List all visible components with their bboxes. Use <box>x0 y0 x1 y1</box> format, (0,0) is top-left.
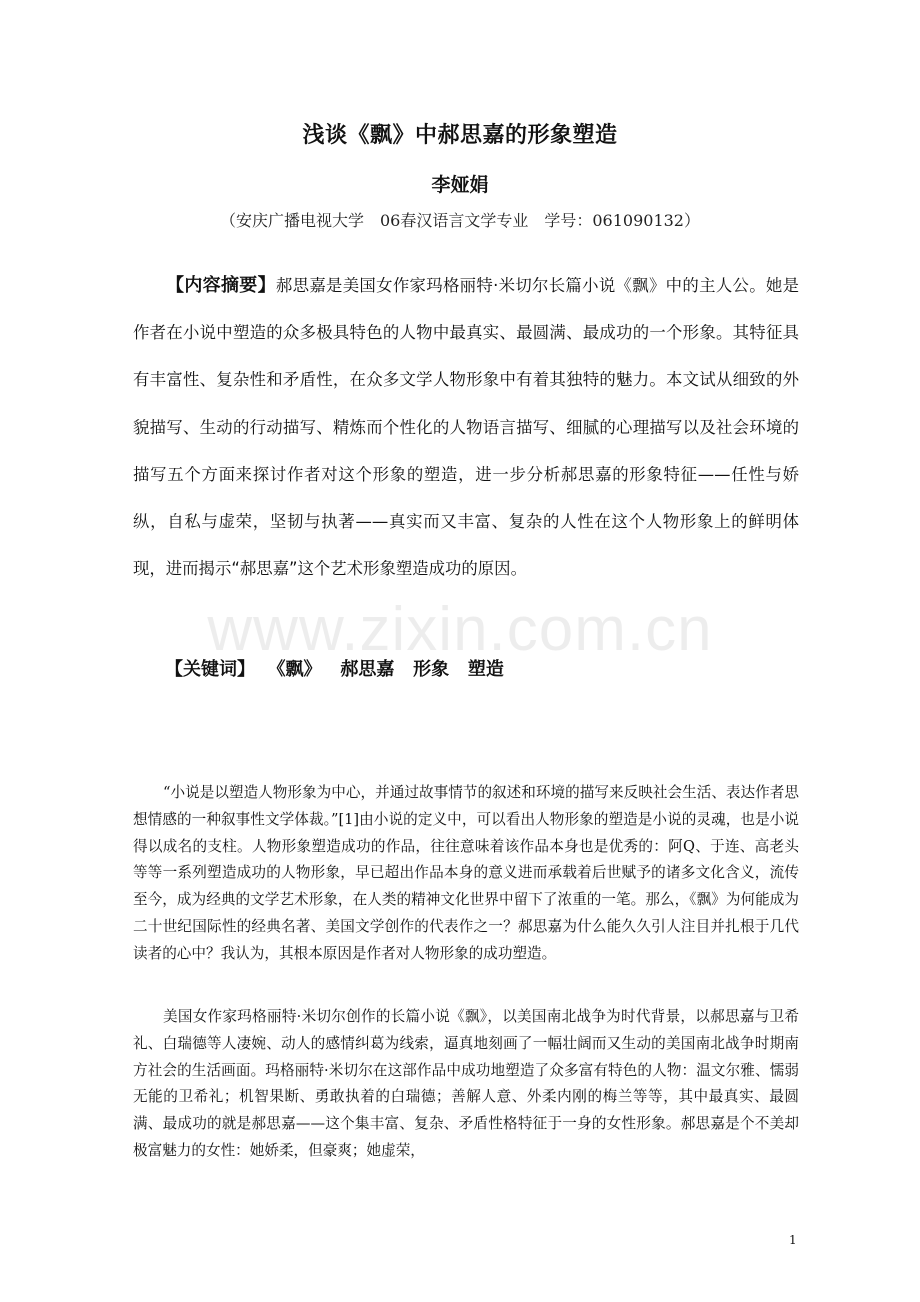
keywords: 【关键词】 《飘》 郝思嘉 形象 塑造 <box>165 659 504 680</box>
author-name: 李娅娟 <box>431 174 489 196</box>
paper-title: 浅谈《飘》中郝思嘉的形象塑造 <box>302 123 618 148</box>
abstract-text: 郝思嘉是美国女作家玛格丽特·米切尔长篇小说《飘》中的主人公。她是作者在小说中塑造的众多极具特色的人物中最真实、最圆满、最成功的一个形象。其特征具有丰富性、复杂性和矛盾性，在众多文学人物形象中有着其独特的魅力。本文试从细致的外貌描写、生动的行动描写、精炼而个性化的人物语言描写、细腻的心理描写以及社会环境的描写五个方面来探讨作者对这个形象的塑造，进一步分析郝思嘉的形象特征——任性与娇纵，自私与虚荣，坚韧与执著——真实而又丰富、复杂的人性在这个人物形象上的鲜明体现，进而揭示“郝思嘉”这个艺术形象塑造成功的原因。 <box>133 276 800 579</box>
abstract-label: 【内容摘要】 <box>166 275 276 296</box>
body-paragraph-1: “小说是以塑造人物形象为中心，并通过故事情节的叙述和环境的描写来反映社会生活、表达作者思想情感的一种叙事性文学体裁。”[1]由小说的定义中，可以看出人物形象的塑造是小说的灵魂，也是小说得以成名的支柱。人物形象塑造成功的作品，往往意味着该作品本身也是优秀的：阿Q、于连、高老头等等一系列塑造成功的人物形象，早已超出作品本身的意义进而承载着后世赋予的诸多文化含义，流传至今，成为经典的文学艺术形象，在人类的精神文化世界中留下了浓重的一笔。那么，《飘》为何能成为二十世纪国际性的经典名著、美国文学创作的代表作之一？郝思嘉为什么能久久引人注目并扎根于几代读者的心中？我认为，其根本原因是作者对人物形象的成功塑造。 <box>133 784 799 962</box>
abstract <box>133 262 799 592</box>
body-paragraph-2: 美国女作家玛格丽特·米切尔创作的长篇小说《飘》，以美国南北战争为时代背景，以郝思嘉与卫希礼、白瑞德等人凄婉、动人的感情纠葛为线索，逼真地刻画了一幅壮阔而又生动的美国南北战争时期南方社会的生活画面。玛格丽特·米切尔在这部作品中成功地塑造了众多富有特色的人物：温文尔雅、懦弱无能的卫希礼；机智果断、勇敢执着的白瑞德；善解人意、外柔内刚的梅兰等等，其中最真实、最圆满、最成功的就是郝思嘉——这个集丰富、复杂、矛盾性格特征于一身的女性形象。郝思嘉是个不美却极富魅力的女性：她娇柔，但豪爽；她虚荣， <box>133 1008 799 1159</box>
watermark: www.zixin.com.cn <box>207 595 713 664</box>
affiliation: （安庆广播电视大学 06春汉语言文学专业 学号：061090132） <box>220 211 700 230</box>
page-number: 1 <box>789 1233 797 1247</box>
